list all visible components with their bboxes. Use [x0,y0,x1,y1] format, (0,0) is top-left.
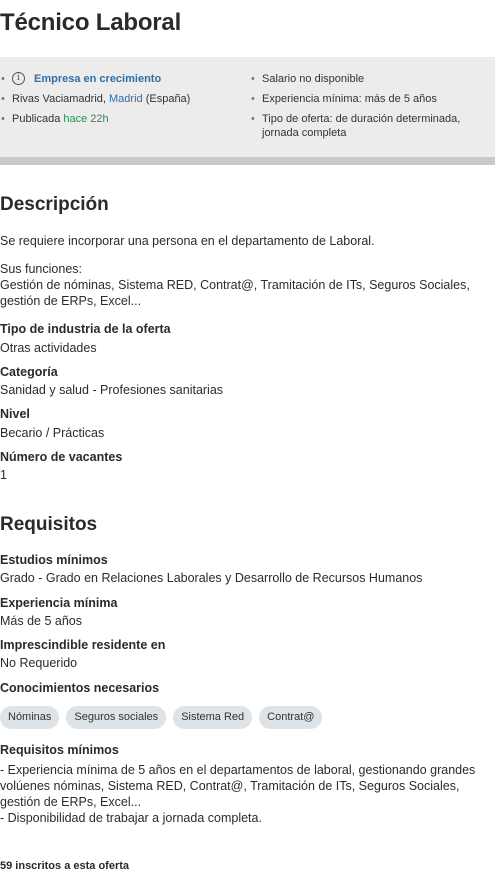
residence-label: Imprescindible residente en [0,638,166,652]
salary-item: • Salario no disponible [250,72,490,86]
min-req-line1: - Experiencia mínima de 5 años en el departamentos de laboral, gestionando grandes volúenes nóminas, Sistema RED, Contrat@, Tramitación de ITs, Seguros Sociales, gestión de ERPs, Excel... [0,763,476,809]
location-suffix: (España) [145,93,191,105]
requirements-heading: Requisitos [0,514,98,535]
vacancies-value: 1 [0,468,7,482]
skill-chip[interactable]: Nóminas [0,706,59,729]
company-name[interactable]: Empresa en crecimiento [34,73,162,85]
experience-item: • Experiencia mínima: más de 5 años [250,92,490,106]
job-title: Técnico Laboral [0,9,182,36]
location-prefix: Rivas Vaciamadrid, [12,93,106,105]
location-item [0,92,240,106]
skill-chip[interactable]: Contrat@ [259,706,322,729]
applicants-count: 59 inscritos a esta oferta [0,860,130,872]
skills-list [0,706,322,729]
min-req-line2: - Disponibilidad de trabajar a jornada completa. [0,811,262,825]
skill-chip[interactable]: Seguros sociales [66,706,166,729]
published-prefix: Publicada [12,113,61,125]
req-experience-value: Más de 5 años [0,614,82,628]
contract-line2: jornada completa [262,127,347,139]
info-icon[interactable]: • i [12,72,25,85]
summary-right [250,72,490,146]
studies-label: Estudios mínimos [0,553,108,567]
level-label: Nivel [0,407,30,421]
knowledge-label: Conocimientos necesarios [0,681,160,695]
description-heading: Descripción [0,194,109,215]
category-link[interactable]: Sanidad y salud - Profesiones sanitarias [0,383,224,397]
level-value: Becario / Prácticas [0,426,105,440]
residence-value: No Requerido [0,656,78,670]
studies-value: Grado - Grado en Relaciones Laborales y Desarrollo de Recursos Humanos [0,571,423,585]
summary-left [0,72,240,132]
job-summary [0,57,495,165]
functions-label: Sus funciones: [0,262,82,276]
min-req-label: Requisitos mínimos [0,743,119,757]
vacancies-label: Número de vacantes [0,450,123,464]
published-time: hace 22h [63,113,109,125]
req-experience-label: Experiencia mínima [0,596,118,610]
location-link[interactable]: Madrid [109,93,143,105]
functions-text: Gestión de nóminas, Sistema RED, Contrat@, Tramitación de ITs, Seguros Sociales, gestión de ERPs, Excel... [0,278,470,308]
industry-label: Tipo de industria de la oferta [0,322,171,336]
skill-chip[interactable]: Sistema Red [173,706,252,729]
company-item[interactable] [0,72,240,86]
industry-value: Otras actividades [0,341,97,355]
published-item [0,112,240,126]
contract-item [250,112,490,140]
contract-line1: Tipo de oferta: de duración determinada, [262,113,461,125]
category-label: Categoría [0,365,58,379]
description-intro: Se requiere incorporar una persona en el departamento de Laboral. [0,234,375,248]
